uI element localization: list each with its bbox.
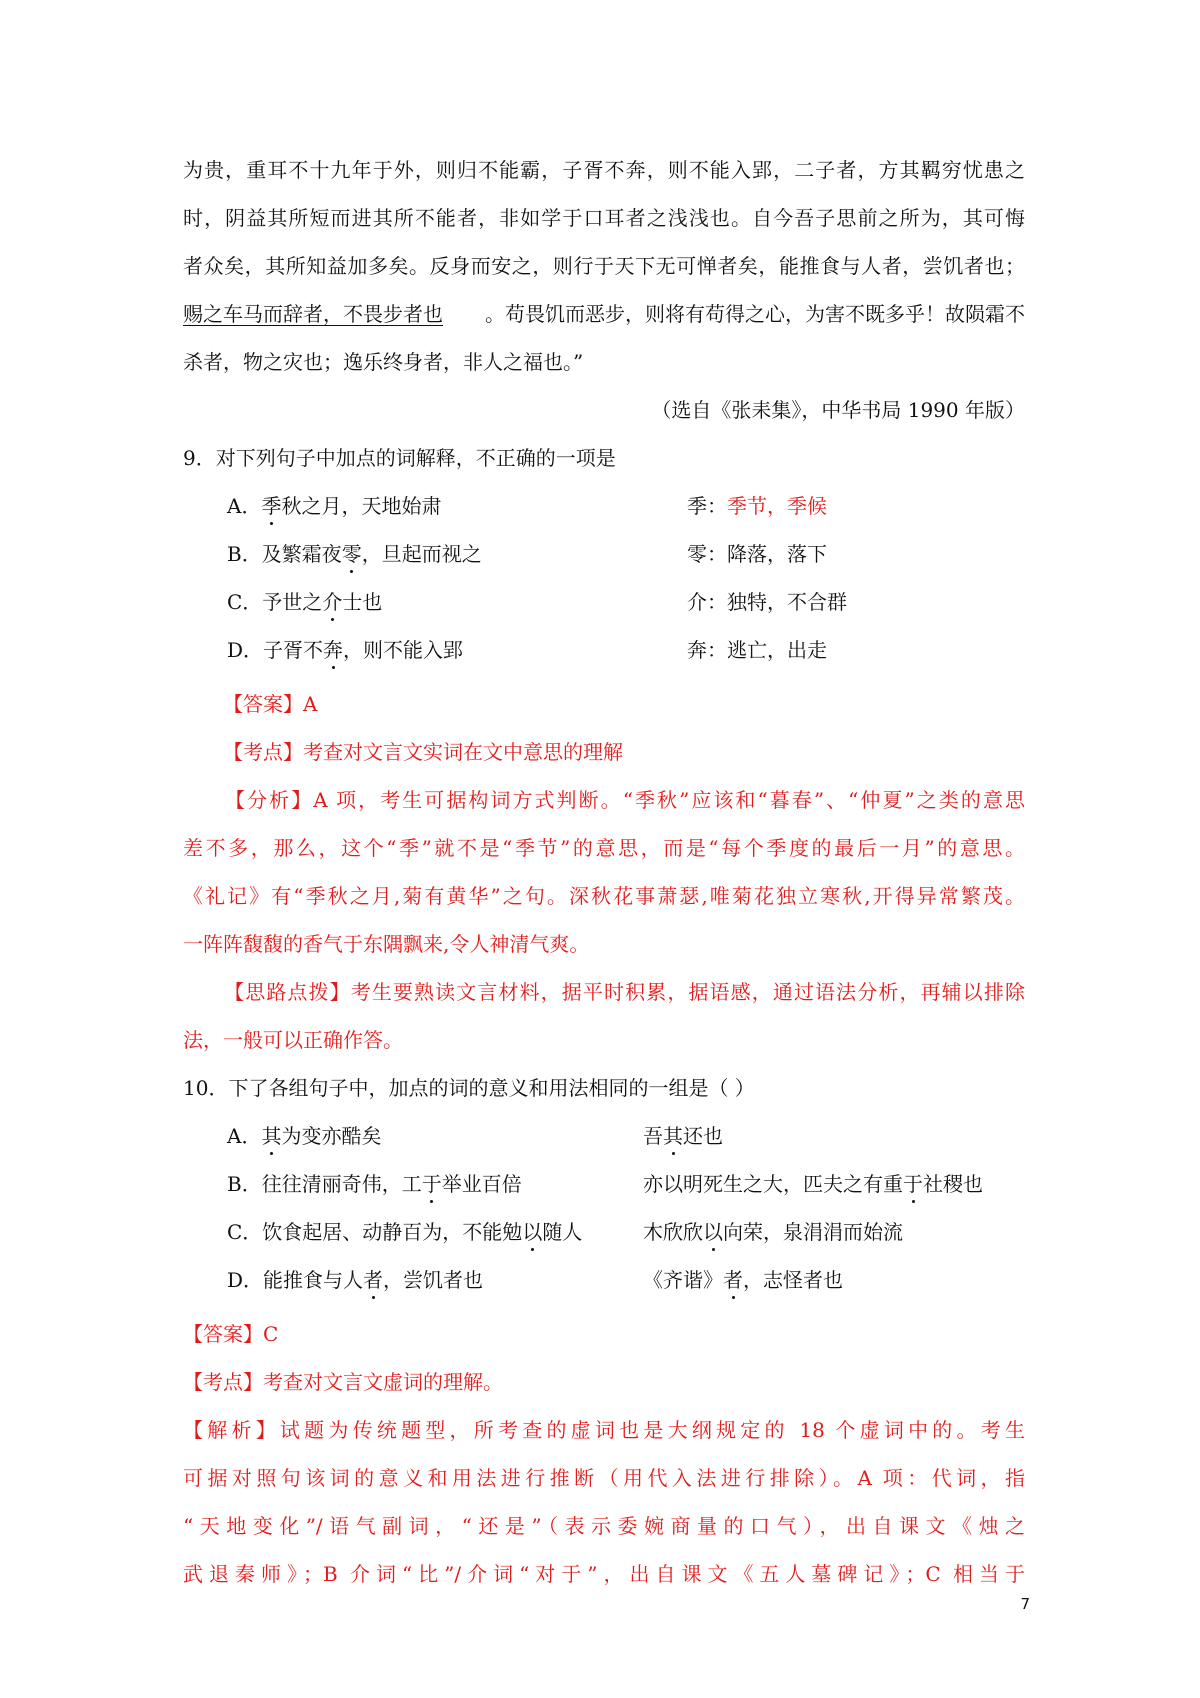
- passage-line-1: 为贵，重耳不十九年于外，则归不能霸，子胥不奔，则不能入郢，二子者，方其羁穷忧患之: [183, 158, 1025, 182]
- q10-option-c-pair: 木欣欣以向荣，泉涓涓而始流: [643, 1220, 903, 1244]
- q9-analysis-line-4: 一阵阵馥馥的香气于东隅飘来,令人神清气爽。: [183, 932, 590, 956]
- q9-tips-line-2: 法，一般可以正确作答。: [183, 1028, 403, 1052]
- page-number: 7: [1020, 1595, 1030, 1613]
- passage-line-4: [183, 300, 1025, 328]
- q9-option-b-gloss: 零：降落，落下: [687, 542, 827, 566]
- q10-option-a-pair: 吾其还也: [643, 1124, 723, 1148]
- passage-line-3: 者众矣，其所知益加多矣。反身而安之，则行于天下无可惮者矣，能推食与人者，尝饥者也；: [183, 254, 1025, 278]
- q9-option-b: B．及繁霜夜零，旦起而视之: [227, 542, 482, 566]
- q9-option-d: D．子胥不奔，则不能入郢: [227, 638, 464, 662]
- q9-option-d-gloss: 奔：逃亡，出走: [687, 638, 827, 662]
- q9-option-a: A．季秋之月，天地始肃: [227, 494, 442, 518]
- q9-analysis-line-2: 差不多，那么，这个“季”就不是“季节”的意思，而是“每个季度的最后一月”的意思。: [183, 836, 1025, 860]
- q9-point: 【考点】考查对文言文实词在文中意思的理解: [223, 740, 623, 764]
- q9-tips-line-1: 【思路点拨】考生要熟读文言材料，据平时积累，据语感，通过语法分析，再辅以排除: [223, 980, 1025, 1004]
- question-10-stem: 10．下了各组句子中，加点的词的意义和用法相同的一组是（ ）: [183, 1076, 755, 1100]
- q10-answer: 【答案】C: [183, 1322, 279, 1346]
- q9-analysis-line-3: 《礼记》有“季秋之月,菊有黄华”之句。深秋花事萧瑟,唯菊花独立寒秋,开得异常繁茂。: [183, 884, 1025, 908]
- q10-option-c: C．饮食起居、动静百为，不能勉以随人: [227, 1220, 583, 1244]
- q10-explain-line-1: 【解析】试题为传统题型，所考查的虚词也是大纲规定的 18 个虚词中的。考生: [183, 1418, 1025, 1442]
- q9-answer: 【答案】A: [223, 692, 318, 716]
- q9-option-a-gloss: 季：季节，季候: [687, 494, 827, 518]
- q10-point: 【考点】考查对文言文虚词的理解。: [183, 1370, 503, 1394]
- q9-option-c: C．予世之介士也: [227, 590, 383, 614]
- passage-source: （选自《张耒集》，中华书局 1990 年版）: [651, 398, 1025, 422]
- q9-analysis-line-1: 【分析】A 项，考生可据构词方式判断。“季秋”应该和“暮春”、“仲夏”之类的意思: [223, 788, 1025, 812]
- q10-explain-line-3: “天地变化”/语气副词，“还是”（表示委婉商量的口气），出自课文《烛之: [183, 1514, 1025, 1538]
- q10-option-b: B．往往清丽奇伟，工于举业百倍: [227, 1172, 522, 1196]
- q10-option-b-pair: 亦以明死生之大，匹夫之有重于社稷也: [643, 1172, 983, 1196]
- q10-option-a: A．其为变亦酷矣: [227, 1124, 382, 1148]
- question-9-stem: 9．对下列句子中加点的词解释，不正确的一项是: [183, 446, 616, 470]
- passage-line-4-rest: 。苟畏饥而恶步，则将有苟得之心，为害不既多乎！故陨霜不: [485, 302, 1025, 326]
- q9-option-c-gloss: 介：独特，不合群: [687, 590, 847, 614]
- q10-option-d-pair: 《齐谐》者，志怪者也: [643, 1268, 843, 1292]
- underlined-sentence: 赐之车马而辞者，不畏步者也: [183, 302, 443, 326]
- q10-explain-line-4: 武退秦师》；B 介词“比”/介词“对于”，出自课文《五人墓碑记》；C 相当于: [183, 1562, 1025, 1586]
- q10-explain-line-2: 可据对照句该词的意义和用法进行推断（用代入法进行排除）。A 项：代词，指: [183, 1466, 1025, 1490]
- passage-line-2: 时，阴益其所短而进其所不能者，非如学于口耳者之浅浅也。自今吾子思前之所为，其可悔: [183, 206, 1025, 230]
- q10-option-d: D．能推食与人者，尝饥者也: [227, 1268, 484, 1292]
- passage-line-5: 杀者，物之灾也；逸乐终身者，非人之福也。”: [183, 350, 584, 374]
